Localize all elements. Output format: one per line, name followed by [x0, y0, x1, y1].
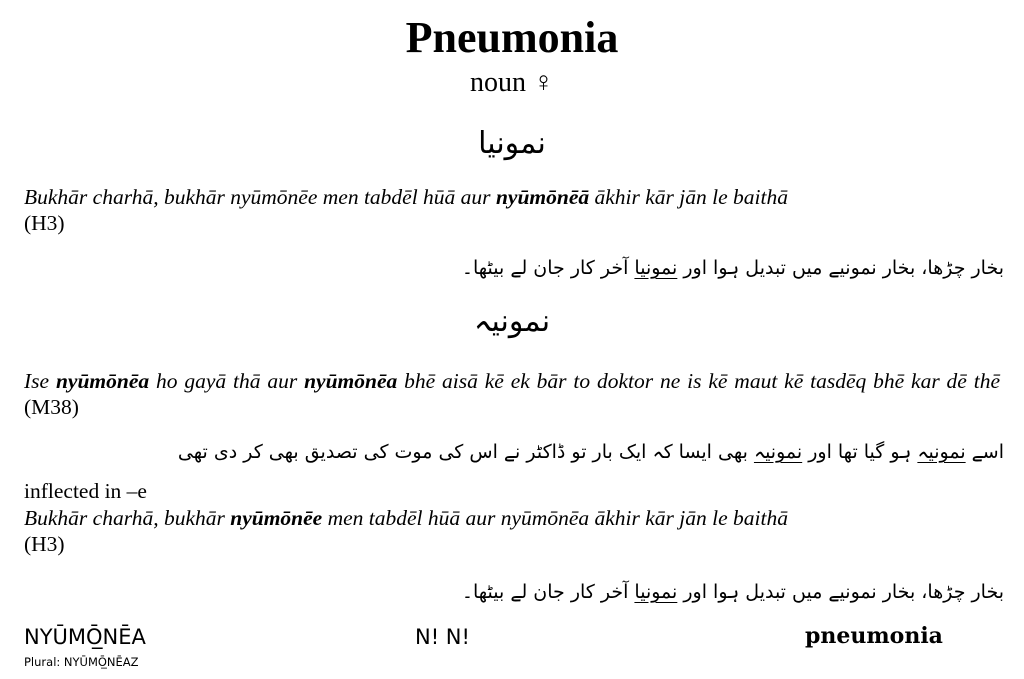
example-1-transliteration — [24, 184, 1000, 236]
example-1-translit-bold: nyūmōnēā — [495, 185, 590, 209]
example-1-urdu — [44, 254, 1004, 282]
inflection-urdu-highlight: نمونیا — [634, 581, 678, 603]
example-1-urdu-b: آخر کار جان لے بیٹھا۔ — [461, 257, 635, 279]
example-2-translit-a: Ise — [24, 369, 56, 393]
footer-middle-text: N! N! — [415, 625, 470, 649]
plural-form: Plural: NYŪMŌ̲NĒAZ — [24, 655, 139, 669]
example-2-urdu-highlight-1: نمونیہ — [917, 441, 966, 463]
example-2-translit-bold-2: nyūmōnēa — [304, 369, 398, 393]
example-2-reference: (M38) — [24, 395, 79, 419]
example-1-translit-b: ākhir kār jān le baithā — [589, 185, 788, 209]
example-2-translit-bold-1: nyūmōnēa — [55, 369, 150, 393]
inflection-label: inflected in –e — [24, 479, 147, 503]
inflection-transliteration — [24, 505, 1000, 557]
inflection-urdu-b: آخر کار جان لے بیٹھا۔ — [461, 581, 635, 603]
gothic-headword: pneumonia — [805, 623, 943, 649]
inflection-translit-bold: nyūmōnēe — [230, 506, 323, 530]
inflection-translit-b: men tabdēl hūā aur nyūmōnēa ākhir kār jān le baithā — [322, 506, 788, 530]
example-1-reference: (H3) — [24, 211, 65, 235]
inflection-reference: (H3) — [24, 532, 65, 556]
example-2-urdu-c: بھی ایسا کہ ایک بار تو ڈاکٹر نے اس کی موت کی تصدیق بھی کر دی تھی — [177, 441, 754, 463]
inflection-urdu — [44, 578, 1004, 606]
example-2-urdu — [44, 438, 1004, 466]
urdu-spelling-1: نمونیا — [478, 126, 546, 161]
headword-title: Pneumonia — [405, 13, 619, 62]
inflection-translit-a: Bukhār charhā, bukhār — [24, 506, 231, 530]
example-2-translit-b: ho gayā thā aur — [149, 369, 305, 393]
example-2-translit-c: bhē aisā kē ek bār to doktor ne is kē maut kē tasdēq bhē kar dē thē — [397, 369, 1000, 393]
part-of-speech: noun ♀ — [470, 67, 554, 98]
urdu-spelling-2: نمونیہ — [473, 304, 551, 339]
example-2-urdu-a: اسے — [965, 441, 1004, 463]
pronunciation-guide: NYŪMŌ̲NĒA — [24, 625, 146, 649]
inflection-urdu-a: بخار چڑھا، بخار نمونیے میں تبدیل ہوا اور — [677, 581, 1004, 603]
example-2-transliteration — [24, 368, 1000, 420]
example-1-translit-a: Bukhār charhā, bukhār nyūmōnēe men tabdēl hūā aur — [24, 185, 496, 209]
example-2-urdu-b: ہو گیا تھا اور — [802, 441, 918, 463]
example-1-urdu-a: بخار چڑھا، بخار نمونیے میں تبدیل ہوا اور — [677, 257, 1004, 279]
example-1-urdu-highlight: نمونیا — [634, 257, 678, 279]
example-2-urdu-highlight-2: نمونیہ — [753, 441, 803, 463]
